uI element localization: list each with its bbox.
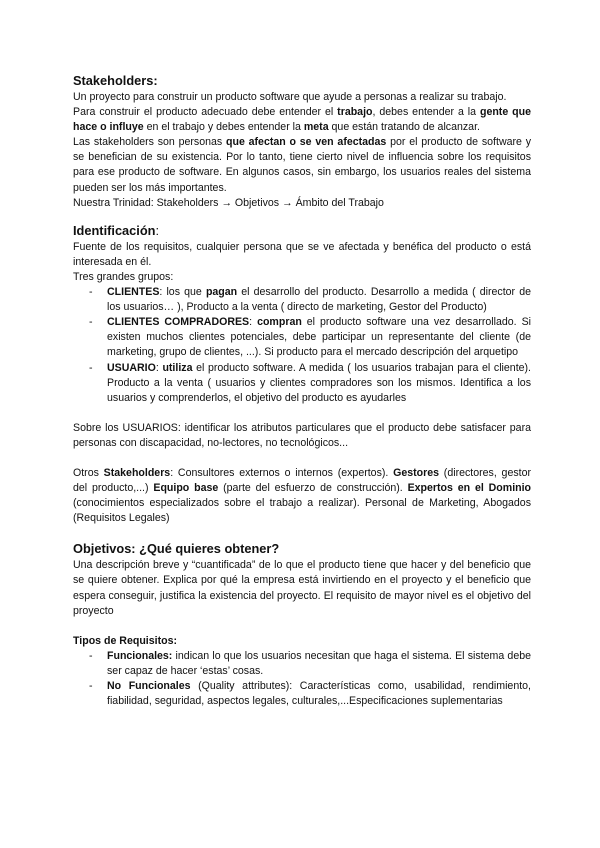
bold-text: No Funcionales xyxy=(107,680,191,692)
heading-objetivos: Objetivos: ¿Qué quieres obtener? xyxy=(73,541,280,557)
spacer xyxy=(73,619,531,634)
paragraph: Fuente de los requisitos, cualquier persona que se ve afectada y benéfica del producto o está interesada en él. xyxy=(73,240,531,268)
list-item xyxy=(73,649,531,679)
paragraph: Un proyecto para construir un producto software que ayude a personas a realizar su trabajo. xyxy=(73,91,507,103)
spacer xyxy=(73,526,531,541)
bold-text: pagan xyxy=(205,286,238,299)
bold-text: que afectan o se ven afectadas xyxy=(226,136,387,149)
bold-text: Gestores xyxy=(393,466,440,479)
text: (conocimientos especializados sobre el trabajo a realizar). Personal de Marketing, Abogados (Requisitos Legales) xyxy=(73,497,531,525)
bold-text: utiliza xyxy=(162,361,193,374)
paragraph xyxy=(73,105,531,135)
text: (parte del esfuerzo de construcción). xyxy=(218,482,408,495)
paragraph xyxy=(73,466,531,526)
bullet: - xyxy=(89,361,93,374)
text: (Quality attributes): Características como, usabilidad, rendimiento, fiabilidad, seguridad, aspectos legales, culturales,...Especificaciones suplementarias xyxy=(107,680,531,708)
text: (directores, gestor del producto,...) xyxy=(73,466,531,495)
text: el desarrollo del producto. Desarrollo a medida ( director de los usuarios… ), Producto a la venta ( directo de marketing, Gestor del Producto) xyxy=(107,286,531,314)
text: en el trabajo y debes entender la xyxy=(143,121,304,134)
heading-tipos-requisitos: Tipos de Requisitos: xyxy=(73,634,177,647)
bold-text: meta xyxy=(303,121,329,134)
heading-punct: : xyxy=(155,222,160,238)
bold-text: USUARIO xyxy=(107,361,156,374)
bold-text: Expertos en el Dominio xyxy=(407,482,532,495)
text: : xyxy=(155,361,163,374)
paragraph: Una descripción breve y “cuantificada” de lo que el producto tiene que hacer y del beneficio que se quiere obtener. Explica por qué la empresa está invirtiendo en el proyecto y el beneficio que espera conseguir, justifica la existencia del proyecto. El requisito de mayor nivel es el objetivo del proyecto xyxy=(73,559,531,617)
requirement-types-list xyxy=(73,649,531,709)
stakeholder-groups-list xyxy=(73,285,531,406)
text: : los que xyxy=(159,286,206,299)
text: el producto software. A medida ( los usuarios trabajan para el cliente). Producto a la venta ( usuarios y clientes compradores son los mismos. Identifica a los usuarios y comprenderlos, el objetivo del producto es ayudarles xyxy=(107,361,531,404)
text: por el producto de software y se benefician de su existencia. Por lo tanto, tiene cierto nivel de influencia sobre los requisitos para ese producto de software. En algunos casos, sin embargo, los usuarios reales del sistema pueden ser los más importantes. xyxy=(73,136,531,194)
document-body xyxy=(73,73,531,709)
heading-identificacion xyxy=(73,223,531,238)
paragraph: Tres grandes grupos: xyxy=(73,270,174,283)
text: : xyxy=(249,316,258,329)
paragraph: Sobre los USUARIOS: identificar los atributos particulares que el producto debe satisfacer para personas con discapacidad, no-lectores, no tecnológicos... xyxy=(73,421,531,449)
bullet: - xyxy=(89,680,93,692)
list-item xyxy=(73,285,531,315)
list-item xyxy=(73,361,531,406)
text: : Consultores externos o internos (expertos). xyxy=(170,466,394,479)
bold-text: Stakeholders xyxy=(103,466,171,479)
text: indican lo que los usuarios necesitan que haga el sistema. El sistema debe ser capaz de hacer ‘estas’ cosas. xyxy=(107,649,531,677)
bold-text: Equipo base xyxy=(153,482,219,495)
spacer xyxy=(73,451,531,466)
bullet: - xyxy=(89,316,93,329)
bold-text: CLIENTES COMPRADORES xyxy=(107,316,250,329)
paragraph xyxy=(73,135,531,195)
bold-text: compran xyxy=(257,316,302,329)
bullet: - xyxy=(89,286,93,299)
bold-text: CLIENTES xyxy=(107,286,160,299)
heading-stakeholders: Stakeholders: xyxy=(73,73,158,88)
text: , debes entender a la xyxy=(372,106,480,119)
bold-text: Funcionales: xyxy=(107,649,173,662)
bold-text: trabajo xyxy=(337,106,373,119)
text: que están tratando de alcanzar. xyxy=(328,121,480,134)
bullet: - xyxy=(89,649,93,662)
list-item xyxy=(73,679,531,709)
text: Para construir el producto adecuado debe entender el xyxy=(73,106,338,119)
bold-text: gente que hace o influye xyxy=(73,106,531,134)
text: el producto software una vez desarrollado. Si existen muchos clientes potenciales, debe participar un representante del cliente (de marketing, grupo de clientes, ...). Si producto para el mercado descripción del arquetipo xyxy=(107,316,532,359)
list-item xyxy=(73,315,531,360)
paragraph: Nuestra Trinidad: Stakeholders → Objetivos → Ámbito del Trabajo xyxy=(73,196,384,209)
spacer xyxy=(73,406,531,421)
text: Las stakeholders son personas xyxy=(73,136,226,149)
heading-text: Identificación xyxy=(73,222,156,238)
spacer xyxy=(73,211,531,223)
text: Otros xyxy=(73,466,104,479)
